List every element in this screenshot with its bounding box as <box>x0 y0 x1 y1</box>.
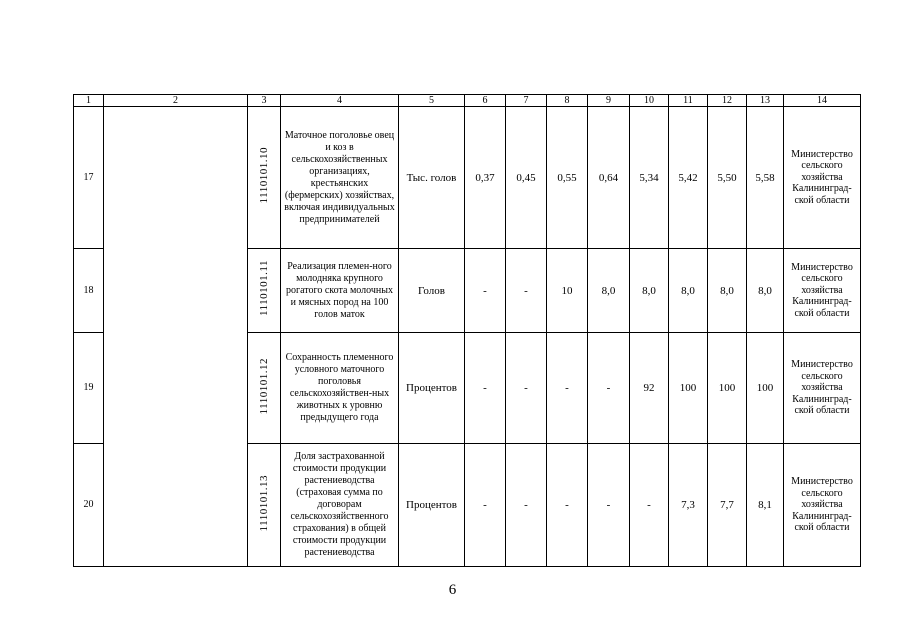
value-cell: 0,37 <box>465 107 506 249</box>
unit-cell: Тыс. голов <box>399 107 465 249</box>
header-cell: 9 <box>588 95 630 107</box>
value-cell: 5,42 <box>669 107 708 249</box>
unit-cell: Процентов <box>399 444 465 567</box>
unit-cell: Процентов <box>399 333 465 444</box>
row-number: 17 <box>74 107 104 249</box>
value-cell: 7,7 <box>708 444 747 567</box>
header-cell: 10 <box>630 95 669 107</box>
indicator-code: 1110101.12 <box>248 333 281 444</box>
value-cell: 7,3 <box>669 444 708 567</box>
value-cell: - <box>506 444 547 567</box>
indicator-name: Маточное поголовье овец и коз в сельскохозяйственных организациях, крестьянских (фермерских) хозяйствах, включая индивидуальных предпринимателей <box>281 107 399 249</box>
value-cell: - <box>506 249 547 333</box>
value-cell: 100 <box>747 333 784 444</box>
value-cell: 100 <box>708 333 747 444</box>
header-cell: 3 <box>248 95 281 107</box>
value-cell: - <box>465 444 506 567</box>
value-cell: 10 <box>547 249 588 333</box>
header-cell: 7 <box>506 95 547 107</box>
responsible-cell: Министерство сельского хозяйства Калининград-ской области <box>784 333 861 444</box>
value-cell: 8,0 <box>588 249 630 333</box>
value-cell: 5,58 <box>747 107 784 249</box>
value-cell: - <box>547 333 588 444</box>
value-cell: - <box>588 333 630 444</box>
responsible-cell: Министерство сельского хозяйства Калининград-ской области <box>784 249 861 333</box>
goal-cell <box>104 107 248 567</box>
indicator-code: 1110101.10 <box>248 107 281 249</box>
value-cell: - <box>547 444 588 567</box>
indicator-name: Сохранность племенного условного маточного поголовья сельскохозяйствен-ных животных к уровню предыдущего года <box>281 333 399 444</box>
row-number: 19 <box>74 333 104 444</box>
row-number: 18 <box>74 249 104 333</box>
value-cell: 8,0 <box>630 249 669 333</box>
value-cell: 8,0 <box>747 249 784 333</box>
value-cell: 92 <box>630 333 669 444</box>
value-cell: 0,64 <box>588 107 630 249</box>
row-number: 20 <box>74 444 104 567</box>
responsible-cell: Министерство сельского хозяйства Калининград-ской области <box>784 444 861 567</box>
indicator-code: 1110101.11 <box>248 249 281 333</box>
indicator-name: Доля застрахованной стоимости продукции растениеводства (страховая сумма по договорам сельскохозяйственного страхования) в общей стоимости продукции растениеводства <box>281 444 399 567</box>
indicators-table <box>73 94 861 567</box>
value-cell: - <box>630 444 669 567</box>
value-cell: 8,1 <box>747 444 784 567</box>
header-row <box>74 95 861 107</box>
indicator-name: Реализация племен-ного молодняка крупного рогатого скота молочных и мясных пород на 100 голов маток <box>281 249 399 333</box>
value-cell: 8,0 <box>669 249 708 333</box>
header-cell: 12 <box>708 95 747 107</box>
value-cell: - <box>465 249 506 333</box>
value-cell: - <box>588 444 630 567</box>
unit-cell: Голов <box>399 249 465 333</box>
header-cell: 13 <box>747 95 784 107</box>
table-row <box>74 107 861 249</box>
value-cell: 8,0 <box>708 249 747 333</box>
header-cell: 14 <box>784 95 861 107</box>
value-cell: 100 <box>669 333 708 444</box>
header-cell: 11 <box>669 95 708 107</box>
header-cell: 2 <box>104 95 248 107</box>
header-cell: 1 <box>74 95 104 107</box>
indicator-code: 1110101.13 <box>248 444 281 567</box>
responsible-cell: Министерство сельского хозяйства Калининград-ской области <box>784 107 861 249</box>
header-cell: 4 <box>281 95 399 107</box>
value-cell: - <box>465 333 506 444</box>
header-cell: 6 <box>465 95 506 107</box>
value-cell: 5,34 <box>630 107 669 249</box>
value-cell: 0,45 <box>506 107 547 249</box>
value-cell: - <box>506 333 547 444</box>
page-number: 6 <box>448 582 457 598</box>
value-cell: 5,50 <box>708 107 747 249</box>
value-cell: 0,55 <box>547 107 588 249</box>
header-cell: 5 <box>399 95 465 107</box>
header-cell: 8 <box>547 95 588 107</box>
